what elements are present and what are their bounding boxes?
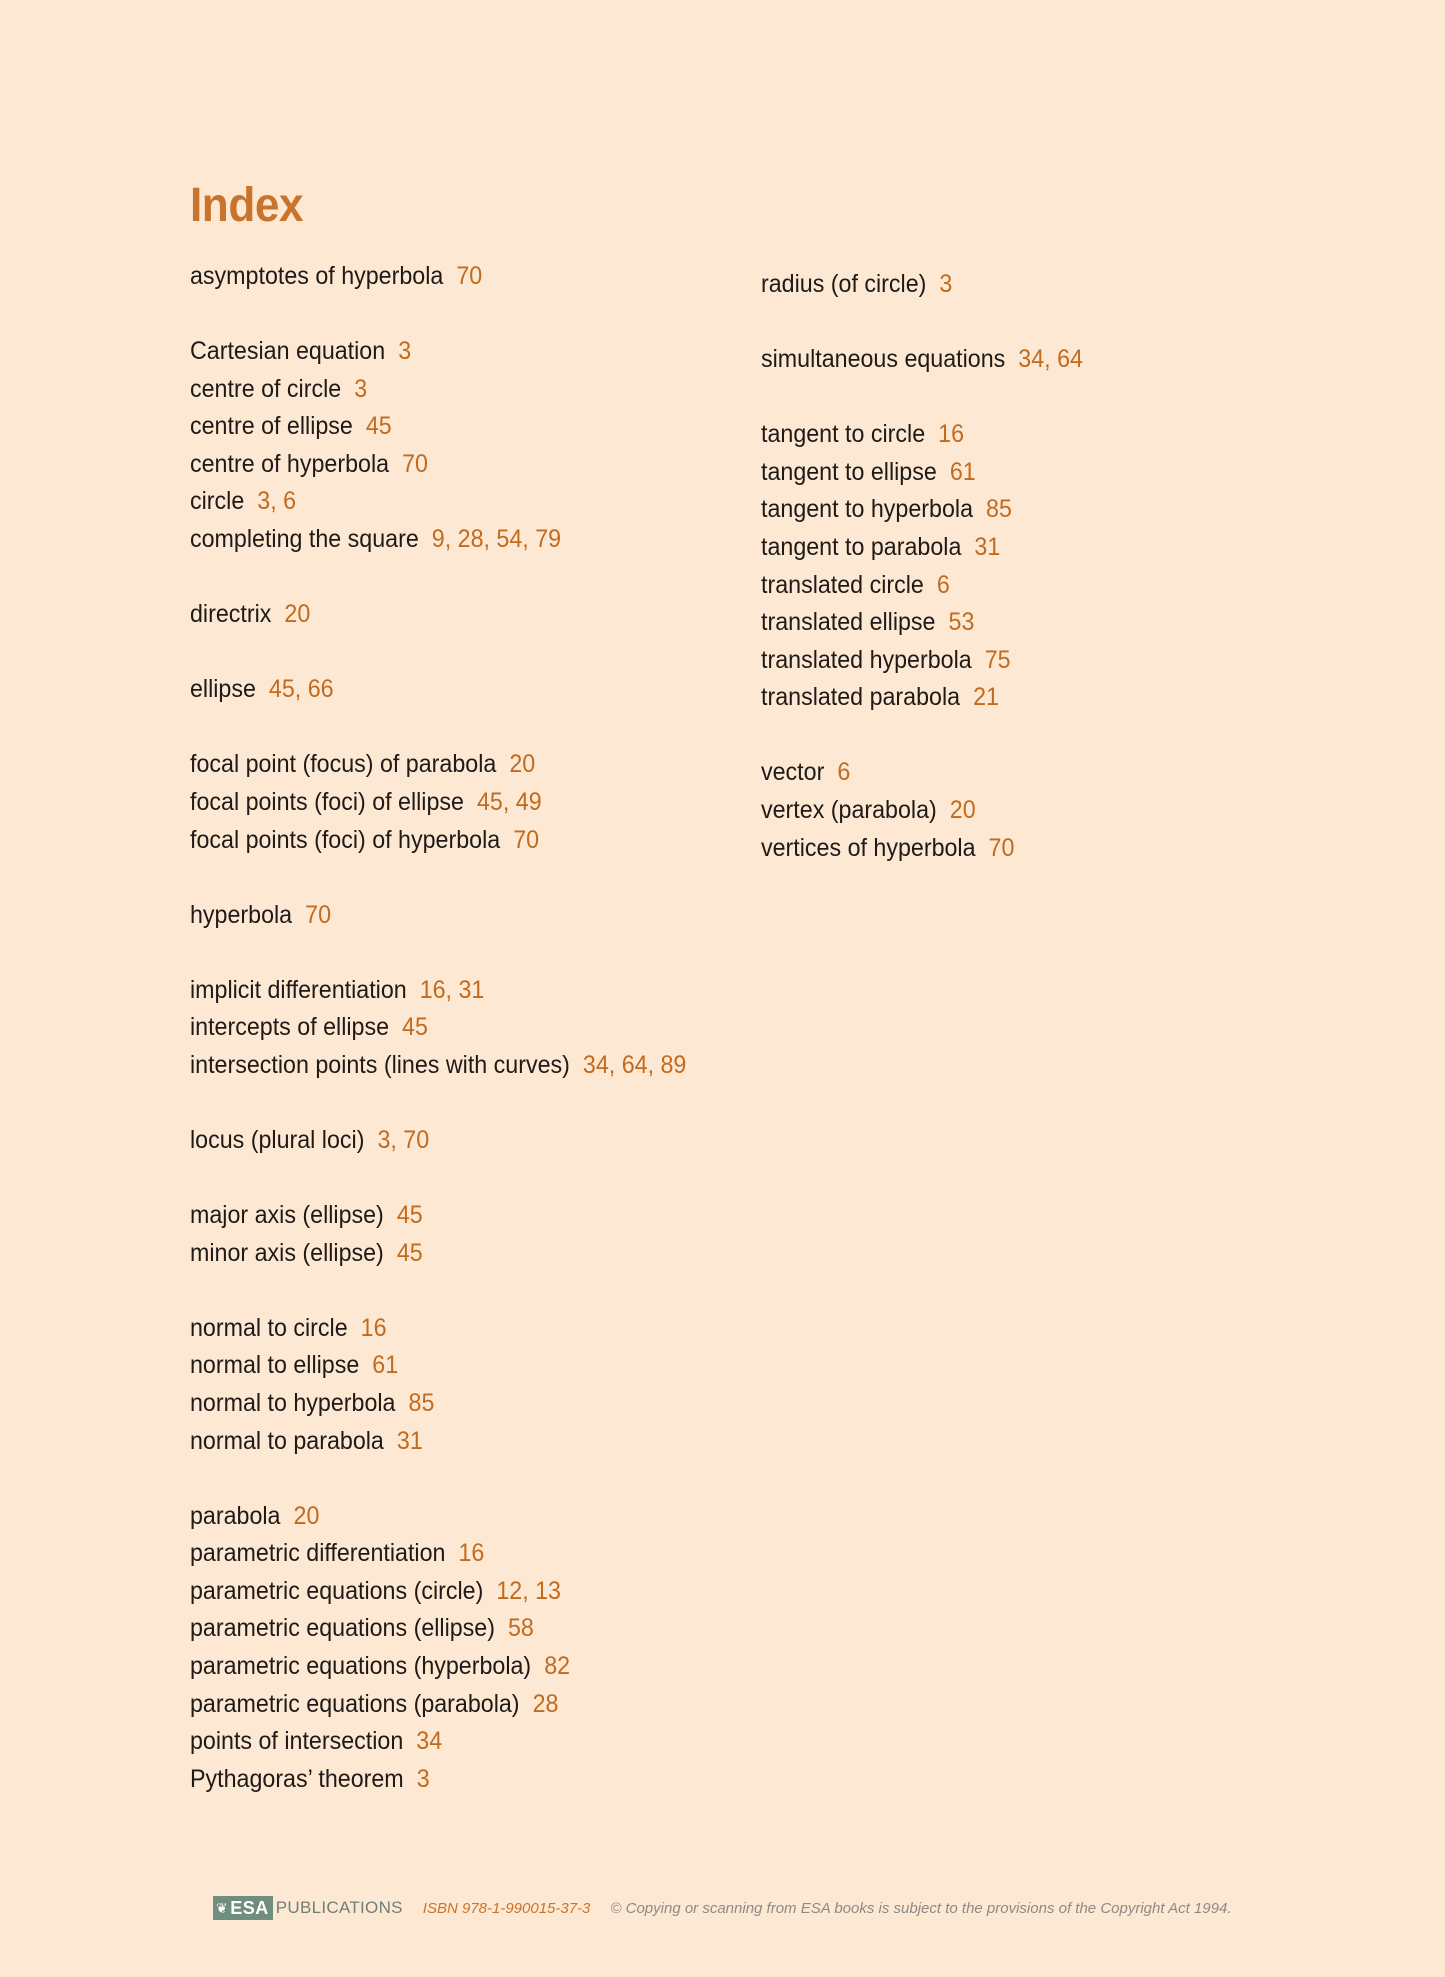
index-entry <box>190 446 711 484</box>
index-entry <box>190 408 711 446</box>
index-entry <box>761 642 1282 680</box>
index-term: simultaneous equations <box>761 345 1006 374</box>
page-numbers: 45 <box>396 1201 423 1230</box>
page-numbers: 20 <box>284 600 311 629</box>
index-term: locus (plural loci) <box>190 1126 365 1154</box>
index-term: points of intersection <box>190 1727 404 1756</box>
index-term: parametric equations (parabola) <box>190 1689 520 1718</box>
page-numbers: 45, 49 <box>476 787 542 816</box>
index-term: implicit differentiation <box>190 975 407 1004</box>
index-entry <box>190 1761 711 1799</box>
page-numbers: 3, 70 <box>377 1126 430 1154</box>
index-entry <box>761 754 1282 792</box>
copyright-notice: © Copying or scanning from ESA books is subject to the provisions of the Copyright Act 1994. <box>610 1899 1232 1917</box>
index-group <box>190 671 750 709</box>
page-numbers: 20 <box>949 796 976 825</box>
page-numbers: 31 <box>396 1426 423 1455</box>
index-group <box>190 1197 750 1272</box>
index-entry <box>190 1498 711 1536</box>
index-group <box>190 897 750 935</box>
index-entry <box>190 1235 711 1273</box>
page-numbers: 58 <box>508 1614 534 1643</box>
isbn: ISBN 978-1-990015-37-3 <box>422 1899 591 1917</box>
index-entry <box>761 266 1282 304</box>
index-term: intercepts of ellipse <box>190 1013 390 1042</box>
page-numbers: 61 <box>372 1351 399 1380</box>
index-term: translated parabola <box>761 683 961 712</box>
index-term: tangent to parabola <box>761 532 962 561</box>
page-numbers: 20 <box>293 1501 320 1530</box>
index-term: asymptotes of hyperbola <box>190 262 444 290</box>
footer <box>213 1896 1232 1920</box>
index-group <box>761 754 1321 867</box>
index-term: completing the square <box>190 525 419 554</box>
index-term: intersection points (lines with curves) <box>190 1050 570 1079</box>
index-column-right <box>761 266 1321 905</box>
page-numbers: 70 <box>456 262 483 290</box>
index-term: focal points (foci) of ellipse <box>190 787 464 816</box>
index-term: centre of hyperbola <box>190 449 390 478</box>
page-numbers: 3 <box>398 337 412 366</box>
index-entry <box>190 1686 711 1724</box>
index-group <box>190 972 750 1085</box>
page-numbers: 3 <box>354 374 368 403</box>
index-group <box>761 416 1321 717</box>
index-entry <box>190 1122 711 1160</box>
index-entry <box>761 341 1282 379</box>
page-numbers: 70 <box>513 825 540 854</box>
page-numbers: 6 <box>837 758 851 787</box>
index-entry <box>190 1385 711 1423</box>
index-entry <box>761 567 1282 605</box>
page-numbers: 9, 28, 54, 79 <box>431 525 562 554</box>
index-term: major axis (ellipse) <box>190 1201 384 1230</box>
index-column-left <box>190 258 750 1836</box>
page-numbers: 85 <box>408 1388 435 1417</box>
logo-mark-text: ESA <box>230 1897 269 1918</box>
index-term: tangent to hyperbola <box>761 495 974 524</box>
page-numbers: 82 <box>544 1652 571 1681</box>
page-numbers: 45, 66 <box>268 675 334 704</box>
page-numbers: 3 <box>939 270 953 298</box>
index-group <box>190 1122 750 1160</box>
index-entry <box>190 972 711 1010</box>
index-entry <box>190 1723 711 1761</box>
index-group <box>761 341 1321 379</box>
index-term: Cartesian equation <box>190 337 386 366</box>
index-term: normal to parabola <box>190 1426 384 1455</box>
index-entry <box>190 897 711 935</box>
index-group <box>190 1498 750 1799</box>
index-term: translated hyperbola <box>761 645 972 674</box>
index-term: hyperbola <box>190 900 293 929</box>
leaf-icon: ❦ <box>216 1899 229 1916</box>
index-entry <box>190 671 711 709</box>
index-entry <box>190 1197 711 1235</box>
logo-mark <box>213 1896 273 1920</box>
index-entry <box>761 679 1282 717</box>
page-numbers: 45 <box>396 1238 423 1267</box>
index-term: centre of circle <box>190 374 342 403</box>
page-numbers: 21 <box>973 683 999 712</box>
index-term: vertex (parabola) <box>761 796 937 825</box>
index-entry <box>190 746 711 784</box>
index-term: centre of ellipse <box>190 412 353 441</box>
page-numbers: 45 <box>365 412 392 441</box>
index-entry <box>190 333 711 371</box>
page-numbers: 16 <box>938 420 965 449</box>
publisher-logo <box>213 1896 403 1920</box>
index-entry <box>190 1610 711 1648</box>
index-group <box>190 258 750 296</box>
page-numbers: 70 <box>402 449 428 478</box>
index-entry <box>190 258 711 296</box>
index-term: tangent to ellipse <box>761 457 937 486</box>
page-numbers: 3 <box>416 1764 430 1793</box>
index-entry <box>190 1535 711 1573</box>
index-entry <box>190 371 711 409</box>
index-term: Pythagoras’ theorem <box>190 1764 404 1793</box>
page-numbers: 31 <box>974 532 1001 561</box>
index-entry <box>190 521 711 559</box>
index-entry <box>190 596 711 634</box>
index-entry <box>761 604 1282 642</box>
index-term: focal point (focus) of parabola <box>190 750 497 779</box>
page-numbers: 34, 64, 89 <box>582 1050 687 1079</box>
index-entry <box>761 416 1282 454</box>
index-term: directrix <box>190 600 272 629</box>
index-term: parametric equations (ellipse) <box>190 1614 495 1643</box>
page-numbers: 6 <box>936 570 950 599</box>
page-numbers: 34 <box>416 1727 443 1756</box>
page-numbers: 53 <box>948 608 975 637</box>
index-entry <box>761 792 1282 830</box>
index-entry <box>190 483 711 521</box>
page-numbers: 28 <box>532 1689 559 1718</box>
index-entry <box>761 454 1282 492</box>
index-term: normal to hyperbola <box>190 1388 396 1417</box>
index-entry <box>190 1423 711 1461</box>
index-term: vertices of hyperbola <box>761 833 976 862</box>
index-entry <box>190 1047 711 1085</box>
page-numbers: 45 <box>402 1013 428 1042</box>
page-numbers: 3, 6 <box>257 487 297 516</box>
index-group <box>190 333 750 559</box>
index-term: parametric equations (hyperbola) <box>190 1652 532 1681</box>
index-term: radius (of circle) <box>761 270 927 298</box>
page-numbers: 70 <box>305 900 332 929</box>
page-numbers: 12, 13 <box>496 1576 561 1605</box>
index-term: translated circle <box>761 570 924 599</box>
index-term: parabola <box>190 1501 281 1530</box>
index-entry <box>190 784 711 822</box>
index-entry <box>761 491 1282 529</box>
index-term: parametric equations (circle) <box>190 1576 484 1605</box>
page-numbers: 16 <box>458 1539 485 1568</box>
index-entry <box>190 1573 711 1611</box>
index-term: normal to circle <box>190 1313 348 1342</box>
index-term: ellipse <box>190 675 256 704</box>
index-term: parametric differentiation <box>190 1539 446 1568</box>
index-term: focal points (foci) of hyperbola <box>190 825 501 854</box>
index-term: translated ellipse <box>761 608 936 637</box>
logo-text: PUBLICATIONS <box>275 1898 403 1917</box>
page-numbers: 85 <box>986 495 1012 524</box>
page-numbers: 16 <box>360 1313 387 1342</box>
index-term: tangent to circle <box>761 420 926 449</box>
page-numbers: 34, 64 <box>1018 345 1083 374</box>
page-numbers: 75 <box>984 645 1011 674</box>
index-group <box>190 596 750 634</box>
page-numbers: 70 <box>988 833 1015 862</box>
index-entry <box>761 830 1282 868</box>
index-group <box>190 746 750 859</box>
index-entry <box>190 822 711 860</box>
page-title: Index <box>190 179 304 232</box>
index-group <box>761 266 1321 304</box>
index-term: normal to ellipse <box>190 1351 360 1380</box>
index-term: circle <box>190 487 245 516</box>
index-group <box>190 1310 750 1460</box>
index-entry <box>190 1347 711 1385</box>
page-numbers: 16, 31 <box>419 975 485 1004</box>
index-entry <box>190 1310 711 1348</box>
page-numbers: 20 <box>509 750 536 779</box>
page-numbers: 61 <box>949 457 976 486</box>
index-term: minor axis (ellipse) <box>190 1238 384 1267</box>
index-entry <box>190 1648 711 1686</box>
index-term: vector <box>761 758 825 787</box>
index-entry <box>761 529 1282 567</box>
index-entry <box>190 1009 711 1047</box>
